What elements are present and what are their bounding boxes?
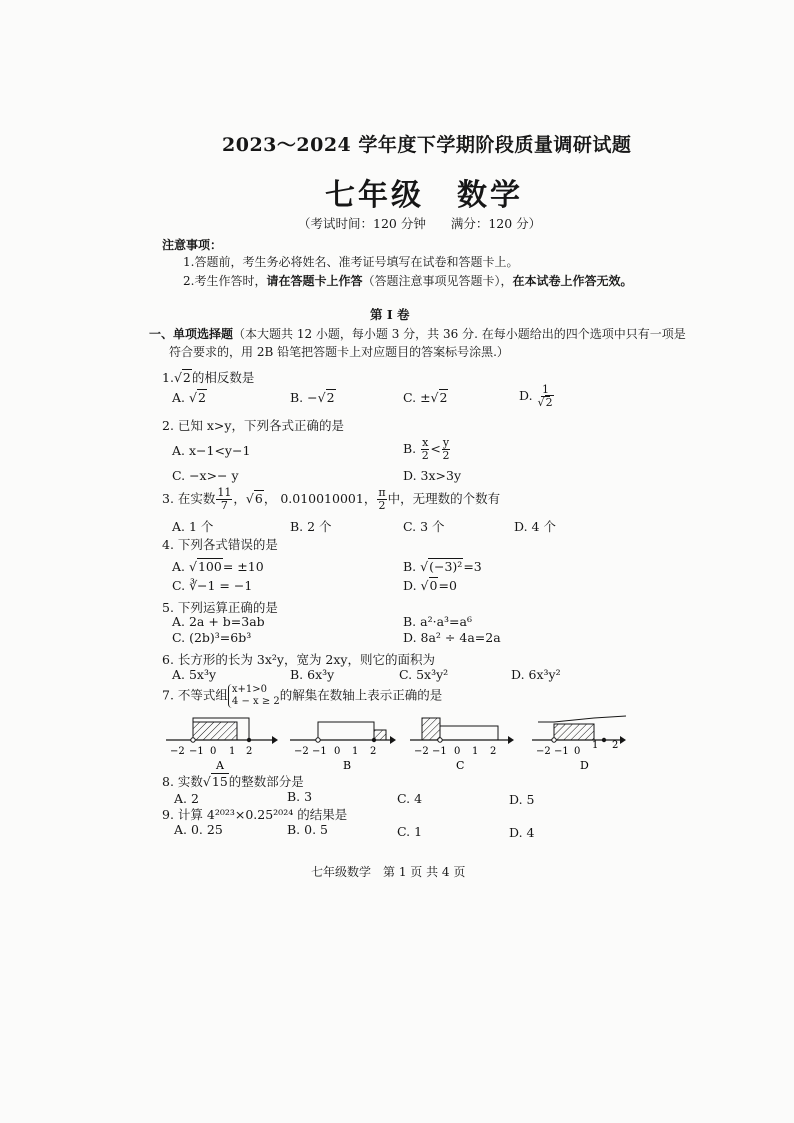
svg-text:1: 1 bbox=[592, 740, 599, 751]
svg-text:0: 0 bbox=[210, 746, 217, 757]
q5-option-b: B. a²·a³=a⁶ bbox=[403, 614, 472, 629]
q4-option-b: B. √(−3)²=3 bbox=[403, 559, 482, 574]
number-line-a bbox=[166, 718, 278, 772]
q8-option-a: A. 2 bbox=[174, 791, 199, 806]
svg-text:−1: −1 bbox=[312, 746, 327, 757]
svg-text:−2: −2 bbox=[536, 746, 551, 757]
q7-number-lines bbox=[160, 712, 660, 772]
q7-system-brace: x+1>0 4 − x ≥ 2 bbox=[228, 684, 280, 708]
q1-option-d: D. $\frac{1}{√2}$ bbox=[519, 383, 553, 409]
svg-text:1: 1 bbox=[229, 746, 236, 757]
q1-option-a: A. √2 bbox=[172, 390, 206, 405]
q3-stem: 3. 在实数 $\frac{11}{7}$ ，√6， 0.010010001， $\frac{\pi}{2}$ 中，无理数的个数有 bbox=[162, 486, 501, 512]
note-2-part-d: 在本试卷上作答无效。 bbox=[512, 274, 633, 288]
q6-stem: 6. 长方形的长为 3x²y，宽为 2xy，则它的面积为 bbox=[162, 652, 435, 667]
number-line-c bbox=[410, 718, 514, 772]
part-label: 第 I 卷 bbox=[370, 307, 410, 322]
q2-stem: 2. 已知 x>y，下列各式正确的是 bbox=[162, 418, 344, 433]
number-line-d bbox=[532, 716, 626, 772]
q4-stem: 4. 下列各式错误的是 bbox=[162, 537, 278, 552]
note-2-part-a: 2.考生作答时， bbox=[183, 274, 267, 288]
q4-option-a: A. √100= ±10 bbox=[172, 559, 264, 574]
svg-text:0: 0 bbox=[334, 746, 341, 757]
q8-stem: 8. 实数√15的整数部分是 bbox=[162, 774, 304, 789]
q6-option-d: D. 6x³y² bbox=[511, 667, 561, 682]
q8-option-c: C. 4 bbox=[397, 791, 423, 806]
number-line-b bbox=[290, 722, 396, 772]
q5-stem: 5. 下列运算正确的是 bbox=[162, 600, 278, 615]
q1-option-c: C. ±√2 bbox=[403, 390, 448, 405]
svg-text:−1: −1 bbox=[432, 746, 447, 757]
svg-text:−1: −1 bbox=[189, 746, 204, 757]
q1-stem: 1.√2的相反数是 bbox=[162, 370, 255, 385]
exam-title: 2023～2024 学年度下学期阶段质量调研试题 bbox=[222, 134, 632, 156]
subject-title: 七年级 数学 bbox=[325, 178, 523, 213]
q8-option-d: D. 5 bbox=[509, 792, 535, 807]
svg-text:2: 2 bbox=[246, 746, 253, 757]
svg-text:−2: −2 bbox=[414, 746, 429, 757]
q9-option-c: C. 1 bbox=[397, 824, 423, 839]
q2-option-c: C. −x>− y bbox=[172, 468, 239, 483]
section-desc-2: 符合要求的，用 2B 铅笔把答题卡上对应题目的答案标号涂黑.） bbox=[169, 345, 509, 359]
note-item-2 bbox=[183, 272, 633, 289]
q7-stem: 7. 不等式组 x+1>0 4 − x ≥ 2 的解集在数轴上表示正确的是 bbox=[162, 684, 443, 707]
q3-option-a: A. 1 个 bbox=[172, 519, 214, 534]
q4-option-c: C. ∛−1 = −1 bbox=[172, 578, 253, 593]
nl-a-label: A bbox=[216, 759, 224, 772]
svg-text:0: 0 bbox=[574, 746, 581, 757]
q3-option-c: C. 3 个 bbox=[403, 519, 445, 534]
q6-option-b: B. 6x³y bbox=[290, 667, 335, 682]
q5-option-c: C. (2b)³=6b³ bbox=[172, 630, 252, 645]
notes-heading: 注意事项： bbox=[162, 238, 223, 252]
section-desc-1: （本大题共 12 小题，每小题 3 分，共 36 分. 在每小题给出的四个选项中只有一项是 bbox=[233, 327, 686, 341]
q6-option-c: C. 5x³y² bbox=[399, 667, 449, 682]
page-footer: 七年级数学 第 1 页 共 4 页 bbox=[311, 865, 466, 879]
svg-text:−2: −2 bbox=[170, 746, 185, 757]
nl-c-label: C bbox=[456, 759, 465, 772]
svg-text:2: 2 bbox=[612, 740, 619, 751]
svg-text:2: 2 bbox=[370, 746, 377, 757]
section-title: 一、单项选择题 bbox=[149, 327, 234, 341]
section-heading bbox=[149, 325, 686, 342]
note-2-part-c: （答题注意事项见答题卡）， bbox=[362, 274, 513, 288]
q5-option-d: D. 8a² ÷ 4a=2a bbox=[403, 630, 501, 645]
note-item-1: 1.答题前，考生务必将姓名、准考证号填写在试卷和答题卡上。 bbox=[183, 255, 519, 269]
q9-stem: 9. 计算 4²⁰²³×0.25²⁰²⁴ 的结果是 bbox=[162, 807, 348, 822]
q9-option-d: D. 4 bbox=[509, 825, 535, 840]
q1-radicand: 2 bbox=[182, 370, 191, 385]
q5-option-a: A. 2a + b=3ab bbox=[172, 614, 265, 629]
q9-option-b: B. 0. 5 bbox=[287, 822, 328, 837]
q4-option-d: D. √0=0 bbox=[403, 578, 457, 593]
q8-option-b: B. 3 bbox=[287, 789, 313, 804]
note-2-part-b: 请在答题卡上作答 bbox=[266, 274, 363, 288]
svg-text:1: 1 bbox=[472, 746, 479, 757]
q3-option-d: D. 4 个 bbox=[514, 519, 556, 534]
svg-text:2: 2 bbox=[490, 746, 497, 757]
q1-text: 的相反数是 bbox=[191, 370, 255, 385]
q1-option-b: B. −√2 bbox=[290, 390, 335, 405]
svg-text:0: 0 bbox=[454, 746, 461, 757]
q9-option-a: A. 0. 25 bbox=[174, 822, 223, 837]
svg-text:−1: −1 bbox=[554, 746, 569, 757]
exam-info: （考试时间：120 分钟 满分：120 分） bbox=[298, 216, 542, 231]
nl-d-label: D bbox=[580, 759, 589, 772]
q1-number: 1. bbox=[162, 370, 174, 385]
q2-option-d: D. 3x>3y bbox=[403, 468, 462, 483]
svg-text:−2: −2 bbox=[294, 746, 309, 757]
q3-option-b: B. 2 个 bbox=[290, 519, 332, 534]
nl-b-label: B bbox=[343, 759, 352, 772]
q2-option-b: B. $\frac{x}{2}$ < $\frac{y}{2}$ bbox=[403, 436, 450, 462]
q6-option-a: A. 5x³y bbox=[172, 667, 217, 682]
svg-text:1: 1 bbox=[352, 746, 359, 757]
q2-option-a: A. x−1<y−1 bbox=[172, 443, 251, 458]
